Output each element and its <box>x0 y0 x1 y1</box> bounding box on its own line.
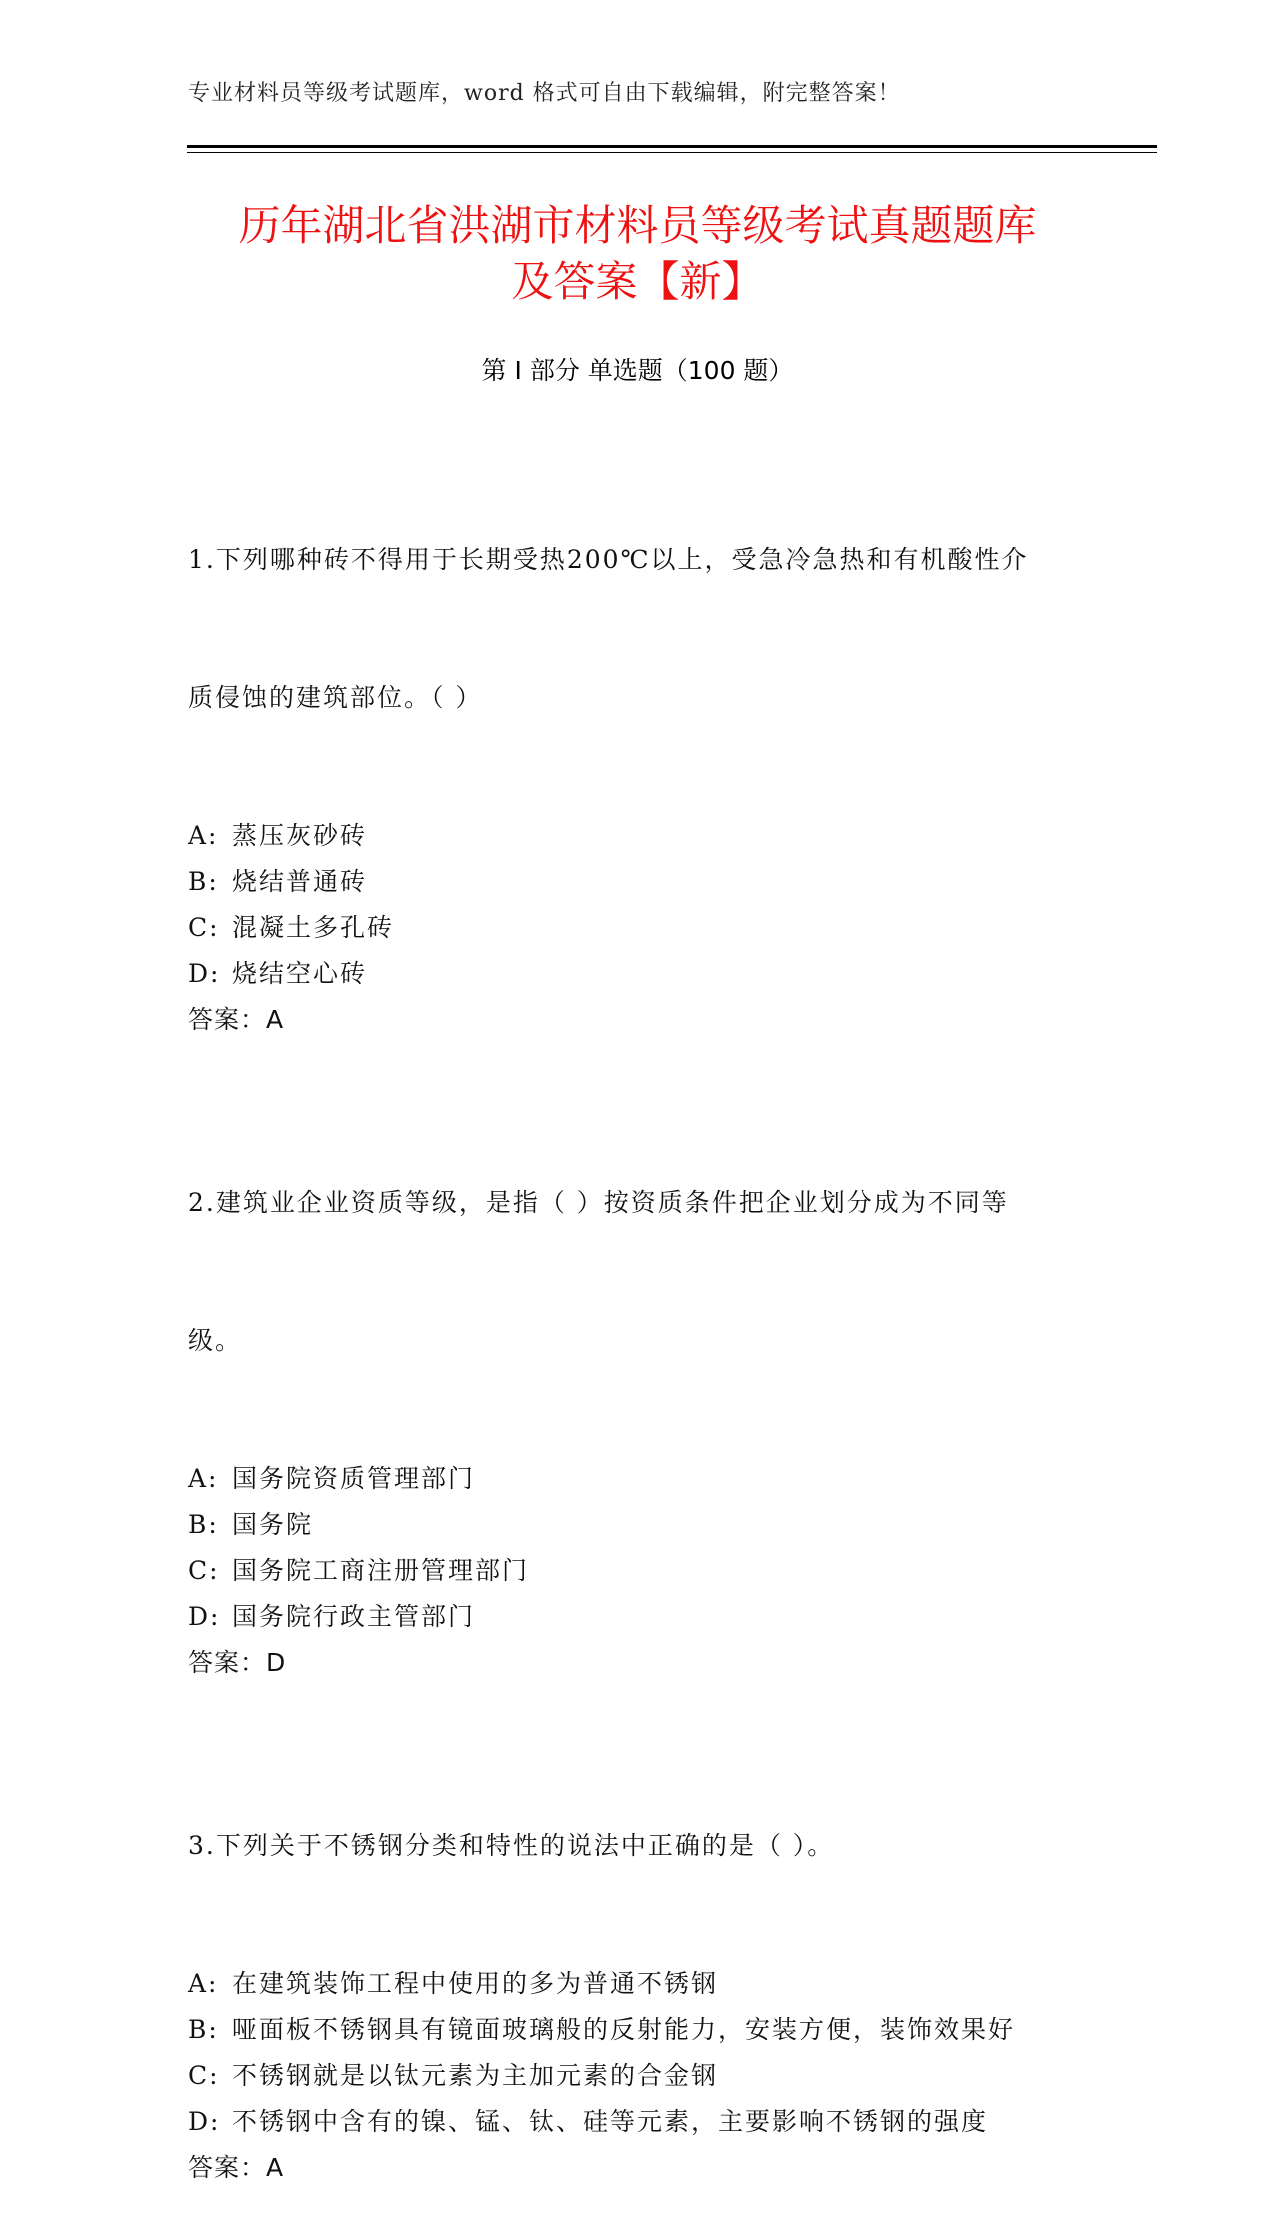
option-d <box>188 1594 1088 1640</box>
question-3 <box>188 1731 1088 2191</box>
answer-line: 答案：A <box>188 1005 285 1034</box>
question-2 <box>188 1088 1088 1686</box>
question-stem-line: 2.建筑业企业资质等级，是指（ ）按资质条件把企业划分成为不同等 <box>188 1188 1009 1217</box>
document-title-line-2: 及答案【新】 <box>511 257 764 306</box>
option-key: D: <box>188 1602 221 1631</box>
option-text: 混凝土多孔砖 <box>232 913 395 942</box>
option-c <box>188 1548 1088 1594</box>
question-1 <box>188 445 1088 1043</box>
question-stem-line: 级。 <box>188 1326 243 1355</box>
option-text: 烧结普通砖 <box>232 867 368 896</box>
option-text: 国务院工商注册管理部门 <box>232 1556 530 1585</box>
option-c <box>188 905 1088 951</box>
option-a <box>188 1961 1088 2007</box>
question-stem <box>188 1088 1088 1456</box>
option-d <box>188 951 1088 997</box>
question-stem <box>188 445 1088 813</box>
header-note: 专业材料员等级考试题库，word 格式可自由下载编辑，附完整答案！ <box>188 81 901 106</box>
option-text: 不锈钢中含有的镍、锰、钛、硅等元素，主要影响不锈钢的强度 <box>232 2107 989 2136</box>
option-b <box>188 1502 1088 1548</box>
option-text: 烧结空心砖 <box>232 959 368 988</box>
option-key: A: <box>188 1969 219 1998</box>
question-list <box>188 445 1088 2236</box>
question-stem-line: 质侵蚀的建筑部位。（ ） <box>188 683 483 712</box>
document-title <box>140 198 1135 310</box>
option-key: C: <box>188 913 220 942</box>
document-title-line-1: 历年湖北省洪湖市材料员等级考试真题题库 <box>238 201 1037 250</box>
option-c <box>188 2053 1088 2099</box>
option-key: B: <box>188 2015 219 2044</box>
option-key: B: <box>188 867 219 896</box>
option-key: A: <box>188 821 219 850</box>
answer-line: 答案：D <box>188 1648 287 1677</box>
header-rule-thick <box>187 145 1157 148</box>
option-text: 国务院资质管理部门 <box>232 1464 476 1493</box>
option-a <box>188 1456 1088 1502</box>
option-key: D: <box>188 2107 221 2136</box>
question-stem <box>188 1731 1088 1961</box>
option-key: C: <box>188 1556 220 1585</box>
question-stem-line: 3.下列关于不锈钢分类和特性的说法中正确的是（ ）。 <box>188 1831 835 1860</box>
option-key: B: <box>188 1510 219 1539</box>
option-text: 在建筑装饰工程中使用的多为普通不锈钢 <box>232 1969 719 1998</box>
option-key: D: <box>188 959 221 988</box>
option-d <box>188 2099 1088 2145</box>
option-text: 蒸压灰砂砖 <box>232 821 368 850</box>
option-text: 哑面板不锈钢具有镜面玻璃般的反射能力，安装方便，装饰效果好 <box>232 2015 1016 2044</box>
question-stem-line: 1.下列哪种砖不得用于长期受热200℃以上，受急冷急热和有机酸性介 <box>188 545 1029 574</box>
option-text: 不锈钢就是以钛元素为主加元素的合金钢 <box>232 2061 719 2090</box>
option-key: A: <box>188 1464 219 1493</box>
section-heading: 第 I 部分 单选题（100 题） <box>481 356 794 385</box>
option-a <box>188 813 1088 859</box>
answer-line: 答案：A <box>188 2153 285 2182</box>
option-text: 国务院行政主管部门 <box>232 1602 476 1631</box>
header-rule-thin <box>187 152 1157 153</box>
option-b <box>188 2007 1088 2053</box>
option-b <box>188 859 1088 905</box>
option-key: C: <box>188 2061 220 2090</box>
option-text: 国务院 <box>232 1510 314 1539</box>
